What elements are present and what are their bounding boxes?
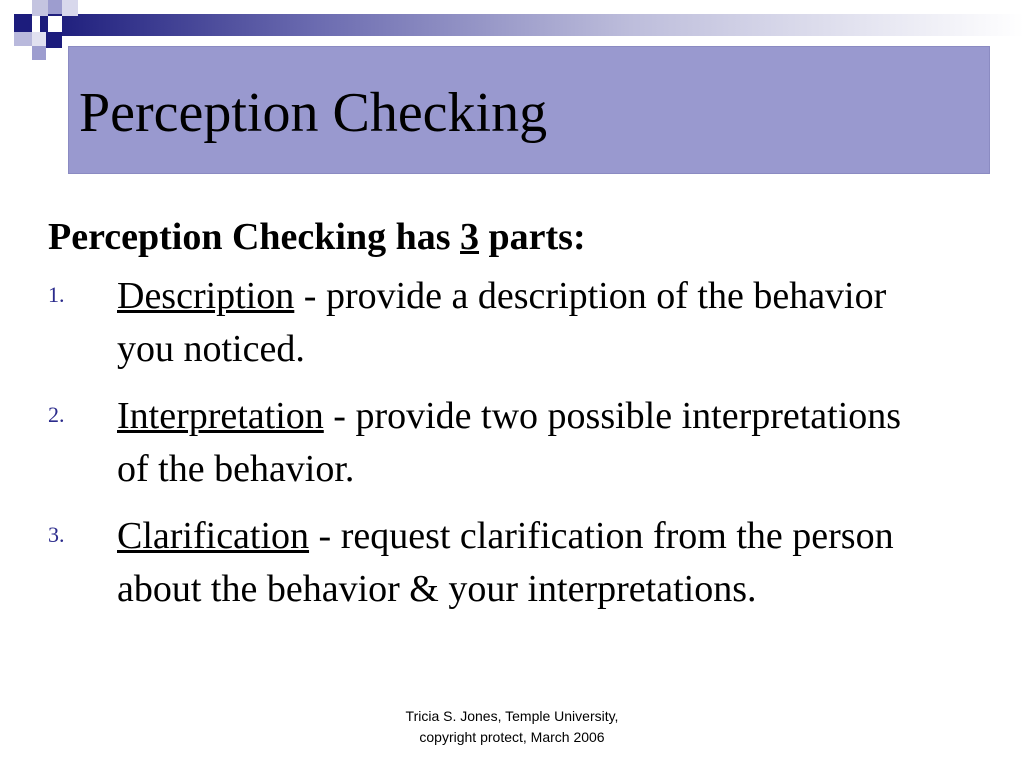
heading-prefix: Perception Checking has <box>48 216 461 258</box>
slide-body <box>48 212 988 630</box>
decor-square <box>48 0 62 14</box>
heading-number: 3 <box>460 216 480 258</box>
list-description: - provide two possible interpretations of the behavior. <box>117 395 902 490</box>
decor-square <box>32 0 48 16</box>
list-number: 1. <box>48 282 65 307</box>
list-description: - request clarification from the person about the behavior & your interpretations. <box>117 515 894 610</box>
list-item-text <box>117 510 937 616</box>
list-term: Interpretation <box>117 395 324 437</box>
decor-square <box>14 14 32 32</box>
list-term: Clarification <box>117 515 310 557</box>
list-number: 3. <box>48 522 65 547</box>
footer-credit <box>362 706 662 748</box>
decor-square <box>14 32 32 46</box>
slide-title: Perception Checking <box>79 82 548 144</box>
decor-square <box>48 16 62 32</box>
list-item <box>48 270 988 376</box>
list-number: 2. <box>48 402 65 427</box>
footer-line-1: Tricia S. Jones, Temple University, <box>405 708 619 724</box>
body-heading <box>48 212 988 262</box>
top-gradient-bar <box>40 14 1024 36</box>
footer-line-2: copyright protect, March 2006 <box>419 729 605 745</box>
heading-suffix: parts: <box>479 216 586 258</box>
parts-list <box>48 270 988 616</box>
list-item <box>48 390 988 496</box>
decor-square <box>32 46 46 60</box>
list-item <box>48 510 988 616</box>
decor-square <box>62 0 78 16</box>
list-item-text <box>117 270 937 376</box>
list-term: Description <box>117 275 295 317</box>
list-description: - provide a description of the behavior you noticed. <box>117 275 887 370</box>
list-item-text <box>117 390 937 496</box>
decor-square <box>32 32 46 46</box>
title-banner <box>68 46 990 174</box>
decor-square <box>46 32 62 48</box>
